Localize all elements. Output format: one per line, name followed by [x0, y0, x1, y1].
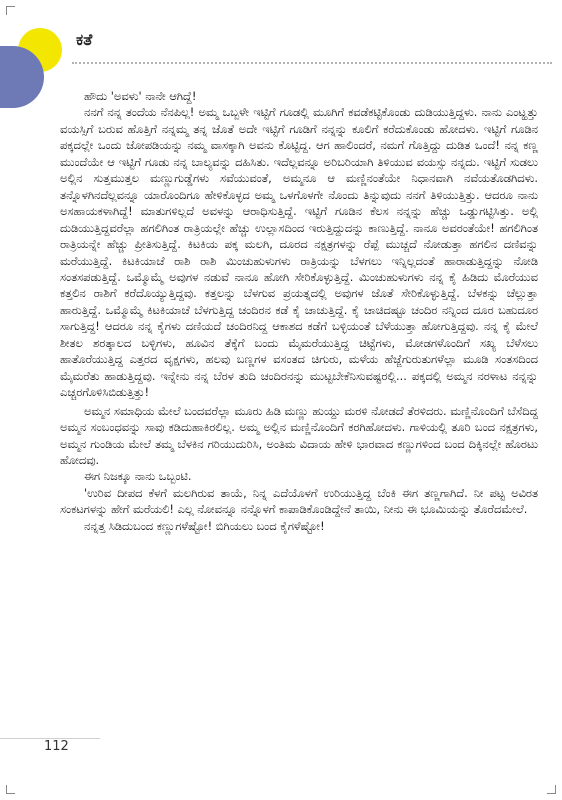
crop-mark-top-left	[6, 6, 15, 15]
crop-mark-bottom-right	[547, 785, 556, 794]
story-paragraph: ಅಮ್ಮನ ಸಮಾಧಿಯ ಮೇಲೆ ಬಂದವರೆಲ್ಲಾ ಮೂರು ಹಿಡಿ ಮಣ್ಣು ಹುಯ್ದು ಮರಳಿ ನೋಡದೆ ತೆರಳಿದರು. ಮಣ್ಣಿನೊಂದಿಗೆ ಬೆಸೆದಿದ್ದ ಅಮ್ಮನ ಸಂಬಂಧವನ್ನು ಸಾವು ಕಡಿದುಹಾಕಿರಲಿಲ್ಲ. ಅಮ್ಮ ಅಲ್ಲಿನ ಮಣ್ಣಿನೊಂದಿಗೆ ಕರಗಿಹೋದಳು. ಗಾಳಿಯಲ್ಲಿ ತೂರಿ ಬಂದ ನಕ್ಷತ್ರಗಳು, ಅಮ್ಮನ ಗುಂಡಿಯ ಮೇಲೆ ತಮ್ಮ ಬೆಳಕಿನ ಗರಿಯುದುರಿಸಿ, ಅಂತಿಮ ವಿದಾಯ ಹೇಳಿ ಭಾರವಾದ ಕಣ್ಣುಗಳಿಂದ ಬಂದ ದಿಕ್ಕಿನಲ್ಲೇ ಹೊರಟು ಹೋದವು.	[60, 403, 538, 467]
story-paragraph: ಈಗ ನಿಜಕ್ಕೂ ನಾನು ಒಬ್ಬಂಟಿ.	[84, 469, 192, 484]
story-paragraph: ಹೌದು 'ಅವಳು' ನಾನೇ ಆಗಿದ್ದೆ!	[84, 89, 197, 103]
story-paragraph: ನನಗೆ ನನ್ನ ತಂದೆಯ ನೆನಪಿಲ್ಲ! ಅಮ್ಮ ಒಬ್ಬಳೇ ಇಟ್ಟಿಗೆ ಗೂಡಲ್ಲಿ ಮೂಗಿಗೆ ಕವಡೆಕಟ್ಟಿಕೊಂಡು ದುಡಿಯುತ್ತಿದ್ದಳು. ನಾನು ಎಂಟ್ಹತ್ತು ವಯಸ್ಸಿಗೆ ಬರುವ ಹೊತ್ತಿಗೆ ನನ್ನಮ್ಮ ತನ್ನ ಜೊತೆ ಅದೇ ಇಟ್ಟಿಗೆ ಗೂಡಿಗೆ ನನ್ನನ್ನು ಕೂಲಿಗೆ ಕರೆದುಕೊಂಡು ಹೋದಳು. ಇಟ್ಟಿಗೆ ಗೂಡಿನ ಪಕ್ಕದಲ್ಲೇ ಒಂದು ಜೋಪಡಿಯನ್ನು ನಮ್ಮ ವಾಸಕ್ಕಾಗಿ ಅವನು ಕೊಟ್ಟಿದ್ದ. ಆಗ ಹಾಲಿಂದರೆ, ನಮಗೆ ಗೊತ್ತಿದ್ದು ದುಡಿತ ಒಂದೆ! ನನ್ನ ಕಣ್ಣ ಮುಂದೆಯೇ ಆ ಇಟ್ಟಿಗೆ ಗೂಡು ನನ್ನ ಬಾಲ್ಯವನ್ನು ದಹಿಸಿತು. ಇದೆಲ್ಲವನ್ನೂ ಅರಿಬರಿಯಾಗಿ ತಿಳಿಯುವ ವಯಸ್ಸು ನನ್ನದು. ಇಟ್ಟಿಗೆ ಸುಡಲು ಅಲ್ಲಿನ ಸುತ್ತಮುತ್ತಲ ಮಣ್ಣುಗುಡ್ಡೆಗಳು ಸವೆಯುವಂತೆ, ಅಮ್ಮನೂ ಆ ಮಣ್ಣಿನಂತೆಯೇ ನಿಧಾನವಾಗಿ ನವೆಯತೊಡಗಿದಳು. ತನ್ನೊಳಗಿನದೆಲ್ಲವನ್ನೂ ಯಾರೊಂದಿಗೂ ಹೇಳಿಕೊಳ್ಳದ ಅಮ್ಮ ಒಳಗೊಳಗೇ ನೊಂದು ತಿನ್ನುವುದು ನನಗೆ ತಿಳಿಯುತ್ತಿತ್ತು. ಆದರೂ ನಾನು ಅಸಹಾಯಕಳಾಗಿದ್ದೆ! ಮಾತುಗಳಿಲ್ಲದೆ ಅವಳನ್ನು ಆರಾಧಿಸುತ್ತಿದ್ದೆ. ಇಟ್ಟಿಗೆ ಗೂಡಿನ ಕೆಲಸ ನನ್ನನ್ನು ಹೆಚ್ಚು ಒಡ್ಡುಗಟ್ಟಿಸಿತ್ತು. ಅಲ್ಲಿ ದುಡಿಯುತ್ತಿದ್ದವರೆಲ್ಲಾ ಹಗಲಿಗಿಂತ ರಾತ್ರಿಯಲ್ಲೇ ಹೆಚ್ಚು ಉಲ್ಲಾಸದಿಂದ ಇರುತ್ತಿದ್ದುದನ್ನು ಕಾಣುತ್ತಿದ್ದೆ. ನಾನೂ ಅವರಂತೆಯೇ! ಹಗಲಿಗಿಂತ ರಾತ್ರಿಯನ್ನೇ ಹೆಚ್ಚು ಪ್ರೀತಿಸುತ್ತಿದ್ದೆ. ಕಿಟಕಿಯ ಪಕ್ಕ ಮಲಗಿ, ದೂರದ ನಕ್ಷತ್ರಗಳನ್ನು ರೆಪ್ಪೆ ಮುಚ್ಚದೆ ನೋಡುತ್ತಾ ಹಗಲಿನ ದಣಿವನ್ನು ಮರೆಯುತ್ತಿದ್ದೆ. ಕಿಟಕಿಯಾಚೆ ರಾಶಿ ರಾಶಿ ಮಿಂಚುಹುಳುಗಳು ರಾತ್ರಿಯನ್ನು ಬೆಳಗಲು ಇನ್ನಿಲ್ಲದಂತೆ ಹಾರಾಡುತ್ತಿದ್ದನ್ನು ನೋಡಿ ಸಂತಸಪಡುತ್ತಿದ್ದೆ. ಒಮ್ಮೊಮ್ಮೆ ಅವುಗಳ ನಡುವೆ ನಾನೂ ಹೋಗಿ ಸೇರಿಕೊಳ್ಳುತ್ತಿದ್ದೆ. ಮಿಂಚುಹುಳುಗಳು ನನ್ನ ಕೈ ಹಿಡಿದು ಮೊರೆಯುವ ಕತ್ತಲಿನ ರಾಶಿಗೆ ಕರೆದೊಯ್ಯುತ್ತಿದ್ದವು. ಕತ್ತಲನ್ನು ಬೆಳಗುವ ಪ್ರಯತ್ನದಲ್ಲಿ ಅವುಗಳ ಜೊತೆ ಸೇರಿಕೊಳ್ಳುತ್ತಿದ್ದೆ. ಬೆಳಕನ್ನು ಚೆಲ್ಲುತ್ತಾ ಹಾರುತ್ತಿದ್ದೆ. ಒಮ್ಮೊಮ್ಮೆ ಕಿಟಕಿಯಾಚೆ ಬೆಳಗುತ್ತಿದ್ದ ಚಂದಿರನ ಕಡೆ ಕೈ ಚಾಚುತ್ತಿದ್ದೆ. ಕೈ ಚಾಚಿದಷ್ಟೂ ಚಂದಿರ ನನ್ನಿಂದ ದೂರ ಬಹುದೂರ ಸಾಗುತ್ತಿದ್ದ! ಆದರೂ ನನ್ನ ಕೈಗಳು ದಣಿಯದೆ ಚಂದಿರನಿದ್ದ ಆಕಾಶದ ಕಡೆಗೆ ಬಳ್ಳಿಯಂತೆ ಬೆಳೆಯುತ್ತಾ ಹೋಗುತ್ತಿದ್ದವು. ನನ್ನ ಕೈ ಮೇಲೆ ಶೀತಲ ಶರತ್ಕಾಲದ ಬಳ್ಳಿಗಳು, ಹೂವಿನ ತೆಕ್ಕೆಗೆ ಬಂದು ಮೈಮರೆಯುತ್ತಿದ್ದ ಚಿಟ್ಟೆಗಳು, ಮೋಡಗಳೊಂದಿಗೆ ಸಖ್ಯ ಬೆಳೆಸಲು ಹಾತೊರೆಯುತ್ತಿದ್ದ ಎತ್ತರದ ವೃಕ್ಷಗಳು, ಹಲವು ಬಣ್ಣಗಳ ವಸಂತದ ಚಿಗುರು, ಮಳೆಯ ಹೆಜ್ಜೆಗುರುತುಗಳೆಲ್ಲಾ ಮೂಡಿ ಸಂತಸದಿಂದ ಮೈಮರೆತು ಹಾಡುತ್ತಿದ್ದವು. ಇನ್ನೇನು ನನ್ನ ಬೆರಳ ತುದಿ ಚಂದಿರನನ್ನು ಮುಟ್ಟಬೇಕೆನಿಸುವಷ್ಟರಲ್ಲಿ... ಪಕ್ಕದಲ್ಲಿ ಅಮ್ಮನ ನರಳಾಟ ನನ್ನನ್ನು ಎಚ್ಚರಗೊಳಿಸಿಬಿಡುತ್ತಿತ್ತು!	[60, 105, 538, 400]
story-paragraph: 'ಉರಿವ ದೀಪದ ಕೆಳಗೆ ಮಲಗಿರುವ ತಾಯೆ, ನಿನ್ನ ಎದೆಯೊಳಗೆ ಉರಿಯುತ್ತಿದ್ದ ಬೆಂಕಿ ಈಗ ತಣ್ಣಗಾಗಿದೆ. ನೀ ಪಟ್ಟ ಅವಿರತ ಸಂಕಟಗಳನ್ನು ಹೇಗೆ ಮರೆಯಲಿ! ಎಲ್ಲ ನೋವನ್ನೂ ನನ್ನೊಳಗೆ ಕಾಪಾಡಿಕೊಂಡಿದ್ದೇನೆ ತಾಯಿ, ನೀನು ಈ ಭೂಮಿಯನ್ನು ತೊರೆದಮೇಲೆ.	[60, 485, 538, 517]
story-body	[60, 88, 538, 534]
page-number: 112	[44, 739, 69, 754]
crop-mark-bottom-left	[6, 785, 15, 794]
story-paragraph: ನನ್ನತ್ತ ಸಿಡಿದುಬಂದ ಕಣ್ಣುಗಳೆಷ್ಟೋ! ಬಿಗಿಯಲು ಬಂದ ಕೈಗಳೆಷ್ಟೋ!	[84, 518, 325, 533]
dotted-divider	[72, 62, 552, 64]
section-title: ಕತೆ	[76, 30, 93, 49]
